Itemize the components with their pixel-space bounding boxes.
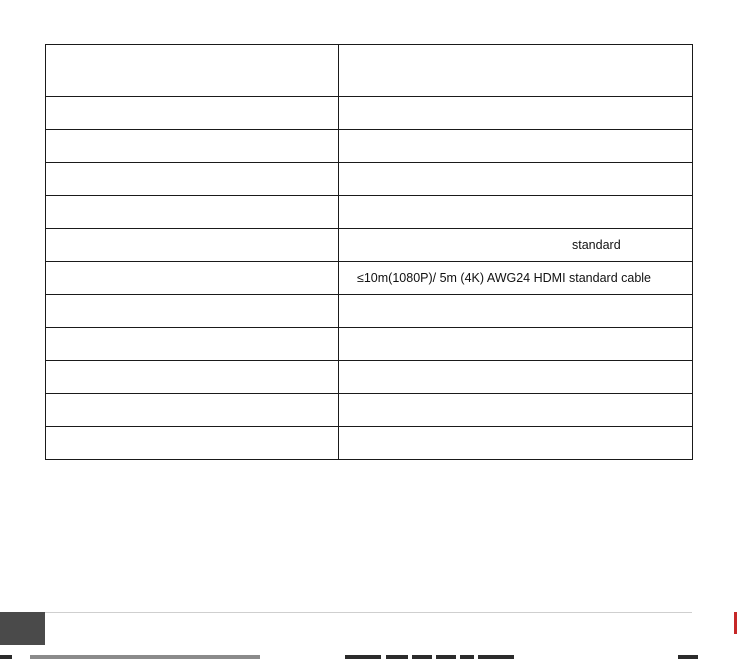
spec-value-cell xyxy=(339,394,693,427)
spec-label-cell xyxy=(46,328,339,361)
table-row xyxy=(46,427,693,460)
footer-divider xyxy=(45,612,692,613)
spec-value-cell xyxy=(339,163,693,196)
spec-table xyxy=(45,44,693,460)
table-row xyxy=(46,262,693,295)
spec-value-cell xyxy=(339,130,693,163)
spec-label-cell xyxy=(46,361,339,394)
table-row xyxy=(46,130,693,163)
spec-value-cell xyxy=(339,97,693,130)
table-row xyxy=(46,295,693,328)
spec-label-cell xyxy=(46,163,339,196)
spec-value-cell xyxy=(339,229,693,262)
spec-label-cell xyxy=(46,130,339,163)
table-row xyxy=(46,394,693,427)
table-row xyxy=(46,97,693,130)
spec-value: standard xyxy=(572,237,621,252)
spec-value-cell xyxy=(339,328,693,361)
edge-mark xyxy=(734,612,737,634)
spec-value-cell xyxy=(339,196,693,229)
spec-label-cell xyxy=(46,427,339,460)
page-number-tab xyxy=(0,612,45,645)
spec-label-cell xyxy=(46,97,339,130)
spec-value-cell xyxy=(339,262,693,295)
table-row xyxy=(46,328,693,361)
spec-value-cell xyxy=(339,45,693,97)
spec-label-cell xyxy=(46,196,339,229)
table-row xyxy=(46,229,693,262)
spec-label-cell xyxy=(46,295,339,328)
spec-value-cell xyxy=(339,361,693,394)
table-row xyxy=(46,163,693,196)
spec-value-cell xyxy=(339,295,693,328)
spec-label-cell xyxy=(46,45,339,97)
table-row xyxy=(46,361,693,394)
spec-value-cell xyxy=(339,427,693,460)
spec-label-cell xyxy=(46,229,339,262)
table-row xyxy=(46,196,693,229)
spec-label-cell xyxy=(46,394,339,427)
table-row xyxy=(46,45,693,97)
spec-label-cell xyxy=(46,262,339,295)
cropped-footer-text xyxy=(0,653,738,659)
spec-value: ≤10m(1080P)/ 5m (4K) AWG24 HDMI standard cable xyxy=(357,270,652,285)
